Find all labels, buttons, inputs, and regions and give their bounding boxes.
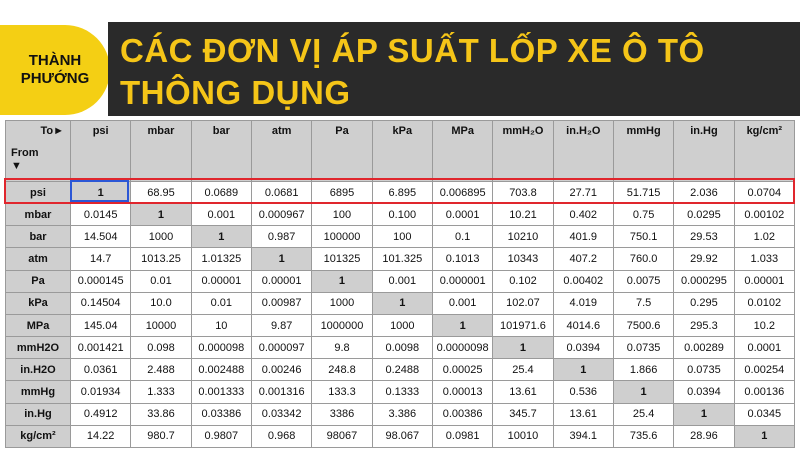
table-cell: 0.0394	[674, 381, 734, 403]
table-cell: 0.00386	[432, 403, 492, 425]
table-cell: 0.00254	[734, 359, 794, 381]
table-cell: 0.00001	[251, 270, 311, 292]
table-cell: 0.000967	[251, 204, 311, 226]
table-cell: 0.0981	[432, 425, 492, 447]
table-cell: 1.02	[734, 226, 794, 248]
table-body	[6, 182, 795, 448]
table-header-row	[6, 121, 795, 182]
table-cell: 10.2	[734, 314, 794, 336]
table-cell: 10.0	[131, 292, 191, 314]
table-cell: 0.00102	[734, 204, 794, 226]
column-header: kPa	[372, 121, 432, 182]
row-header: psi	[6, 182, 71, 204]
table-cell: 98.067	[372, 425, 432, 447]
table-cell: 0.000001	[432, 270, 492, 292]
table-row	[6, 292, 795, 314]
table-cell: 1.033	[734, 248, 794, 270]
table-cell: 14.22	[71, 425, 131, 447]
corner-down-arrow-icon: ▼	[11, 160, 22, 172]
row-header: mbar	[6, 204, 71, 226]
table-cell: 1	[674, 403, 734, 425]
table-cell: 1000	[312, 292, 372, 314]
row-header: bar	[6, 226, 71, 248]
column-header: kg/cm²	[734, 121, 794, 182]
table-cell: 1	[191, 226, 251, 248]
table-cell: 25.4	[493, 359, 553, 381]
table-cell: 0.100	[372, 204, 432, 226]
page-title-line-2: THÔNG DỤNG	[120, 74, 351, 111]
table-cell: 0.968	[251, 425, 311, 447]
table-cell: 4.019	[553, 292, 613, 314]
table-cell: 0.03342	[251, 403, 311, 425]
table-cell: 33.86	[131, 403, 191, 425]
table-cell: 1	[71, 182, 131, 204]
table-row	[6, 425, 795, 447]
table-cell: 0.1	[432, 226, 492, 248]
column-header: in.Hg	[674, 121, 734, 182]
table-cell: 1013.25	[131, 248, 191, 270]
table-cell: 1	[553, 359, 613, 381]
table-cell: 1.01325	[191, 248, 251, 270]
row-header: mmHg	[6, 381, 71, 403]
table-cell: 1	[734, 425, 794, 447]
table-cell: 0.098	[131, 337, 191, 359]
brand-line-2: PHƯỚNG	[20, 70, 90, 87]
table-cell: 735.6	[613, 425, 673, 447]
row-header: kPa	[6, 292, 71, 314]
table-cell: 6895	[312, 182, 372, 204]
table-cell: 0.295	[674, 292, 734, 314]
row-header: in.H2O	[6, 359, 71, 381]
table-cell: 0.0000098	[432, 337, 492, 359]
table-cell: 0.0689	[191, 182, 251, 204]
row-header: atm	[6, 248, 71, 270]
title-banner	[108, 22, 800, 116]
table-cell: 101971.6	[493, 314, 553, 336]
table-row	[6, 359, 795, 381]
table-cell: 0.00289	[674, 337, 734, 359]
table-cell: 0.0145	[71, 204, 131, 226]
table-cell: 0.000295	[674, 270, 734, 292]
table-cell: 14.7	[71, 248, 131, 270]
table-cell: 0.0361	[71, 359, 131, 381]
table-cell: 0.03386	[191, 403, 251, 425]
table-cell: 0.0345	[734, 403, 794, 425]
table-cell: 1	[251, 248, 311, 270]
table-cell: 750.1	[613, 226, 673, 248]
table-cell: 28.96	[674, 425, 734, 447]
table-cell: 0.00136	[734, 381, 794, 403]
table-cell: 0.0075	[613, 270, 673, 292]
table-cell: 0.00001	[734, 270, 794, 292]
column-header: in.H₂O	[553, 121, 613, 182]
table-cell: 3.386	[372, 403, 432, 425]
table-cell: 0.001333	[191, 381, 251, 403]
table-cell: 145.04	[71, 314, 131, 336]
table-row	[6, 403, 795, 425]
table-cell: 13.61	[553, 403, 613, 425]
table-cell: 1000	[131, 226, 191, 248]
row-header: mmH2O	[6, 337, 71, 359]
table-cell: 0.0102	[734, 292, 794, 314]
table-cell: 401.9	[553, 226, 613, 248]
table-cell: 0.01	[131, 270, 191, 292]
table-cell: 1000000	[312, 314, 372, 336]
table-cell: 0.0098	[372, 337, 432, 359]
table-cell: 4014.6	[553, 314, 613, 336]
table-cell: 0.4912	[71, 403, 131, 425]
table-cell: 394.1	[553, 425, 613, 447]
corner-from-label	[11, 147, 39, 173]
table-cell: 0.0001	[734, 337, 794, 359]
table-cell: 10343	[493, 248, 553, 270]
corner-to-label: To►	[40, 125, 64, 137]
table-cell: 1	[493, 337, 553, 359]
column-header: atm	[251, 121, 311, 182]
table-cell: 14.504	[71, 226, 131, 248]
table-row	[6, 226, 795, 248]
table-cell: 0.00013	[432, 381, 492, 403]
table-cell: 407.2	[553, 248, 613, 270]
table-row	[6, 337, 795, 359]
page-title-line-1: CÁC ĐƠN VỊ ÁP SUẤT LỐP XE Ô TÔ	[120, 32, 705, 69]
table-cell: 2.036	[674, 182, 734, 204]
table-cell: 0.001	[432, 292, 492, 314]
table-cell: 0.00987	[251, 292, 311, 314]
table-cell: 10210	[493, 226, 553, 248]
table-cell: 0.000145	[71, 270, 131, 292]
table-cell: 0.2488	[372, 359, 432, 381]
table-cell: 0.0394	[553, 337, 613, 359]
table-cell: 0.0681	[251, 182, 311, 204]
table-cell: 98067	[312, 425, 372, 447]
table-cell: 0.00001	[191, 270, 251, 292]
table-cell: 0.0735	[674, 359, 734, 381]
pressure-conversion-table	[5, 120, 795, 448]
table-cell: 7500.6	[613, 314, 673, 336]
table-cell: 101.325	[372, 248, 432, 270]
table-cell: 6.895	[372, 182, 432, 204]
column-header: Pa	[312, 121, 372, 182]
table-cell: 980.7	[131, 425, 191, 447]
row-header: in.Hg	[6, 403, 71, 425]
table-cell: 1.333	[131, 381, 191, 403]
table-cell: 100000	[312, 226, 372, 248]
table-cell: 0.00246	[251, 359, 311, 381]
table-cell: 0.006895	[432, 182, 492, 204]
table-cell: 27.71	[553, 182, 613, 204]
table-cell: 760.0	[613, 248, 673, 270]
table-cell: 3386	[312, 403, 372, 425]
table-cell: 0.002488	[191, 359, 251, 381]
table-cell: 1.866	[613, 359, 673, 381]
table-cell: 0.0735	[613, 337, 673, 359]
table-cell: 10000	[131, 314, 191, 336]
table-cell: 0.9807	[191, 425, 251, 447]
table-cell: 101325	[312, 248, 372, 270]
table-cell: 0.00025	[432, 359, 492, 381]
column-header: bar	[191, 121, 251, 182]
table-row	[6, 248, 795, 270]
table-cell: 2.488	[131, 359, 191, 381]
column-header: mmH₂O	[493, 121, 553, 182]
row-header: Pa	[6, 270, 71, 292]
table-cell: 0.0704	[734, 182, 794, 204]
table-cell: 9.87	[251, 314, 311, 336]
table-cell: 0.102	[493, 270, 553, 292]
table-cell: 133.3	[312, 381, 372, 403]
table-cell: 10010	[493, 425, 553, 447]
table-cell: 0.402	[553, 204, 613, 226]
table-cell: 68.95	[131, 182, 191, 204]
table-cell: 100	[312, 204, 372, 226]
brand-line-1: THÀNH	[28, 52, 82, 69]
column-header: mbar	[131, 121, 191, 182]
table-cell: 0.01934	[71, 381, 131, 403]
table-cell: 295.3	[674, 314, 734, 336]
table-cell: 1	[312, 270, 372, 292]
table-row	[6, 314, 795, 336]
column-header: psi	[71, 121, 131, 182]
table-cell: 0.001421	[71, 337, 131, 359]
column-header: MPa	[432, 121, 492, 182]
table-cell: 29.53	[674, 226, 734, 248]
table-cell: 0.000097	[251, 337, 311, 359]
table-cell: 102.07	[493, 292, 553, 314]
corner-from-text: From	[11, 147, 39, 159]
table-cell: 0.001316	[251, 381, 311, 403]
table-cell: 9.8	[312, 337, 372, 359]
table-cell: 0.001	[191, 204, 251, 226]
table-cell: 0.75	[613, 204, 673, 226]
table-cell: 1000	[372, 314, 432, 336]
row-header: kg/cm²	[6, 425, 71, 447]
table-cell: 1	[613, 381, 673, 403]
table-row	[6, 381, 795, 403]
table-cell: 10	[191, 314, 251, 336]
table-cell: 0.0295	[674, 204, 734, 226]
table-cell: 0.987	[251, 226, 311, 248]
table-cell: 0.1333	[372, 381, 432, 403]
table-cell: 1	[432, 314, 492, 336]
table-cell: 29.92	[674, 248, 734, 270]
table-cell: 0.001	[372, 270, 432, 292]
table-cell: 0.01	[191, 292, 251, 314]
table-row	[6, 204, 795, 226]
table-cell: 10.21	[493, 204, 553, 226]
table-cell: 0.00402	[553, 270, 613, 292]
table-row	[6, 182, 795, 204]
table-cell: 7.5	[613, 292, 673, 314]
table-cell: 703.8	[493, 182, 553, 204]
table-cell: 0.0001	[432, 204, 492, 226]
table-cell: 0.14504	[71, 292, 131, 314]
table-cell: 0.1013	[432, 248, 492, 270]
table-cell: 1	[372, 292, 432, 314]
table-row	[6, 270, 795, 292]
table-cell: 248.8	[312, 359, 372, 381]
table-cell: 25.4	[613, 403, 673, 425]
brand-logo	[0, 25, 110, 115]
table-cell: 100	[372, 226, 432, 248]
table-cell: 0.536	[553, 381, 613, 403]
row-header: MPa	[6, 314, 71, 336]
table-corner-cell	[6, 121, 71, 182]
table-cell: 345.7	[493, 403, 553, 425]
table-cell: 0.000098	[191, 337, 251, 359]
table-cell: 13.61	[493, 381, 553, 403]
table-cell: 51.715	[613, 182, 673, 204]
table-cell: 1	[131, 204, 191, 226]
column-header: mmHg	[613, 121, 673, 182]
